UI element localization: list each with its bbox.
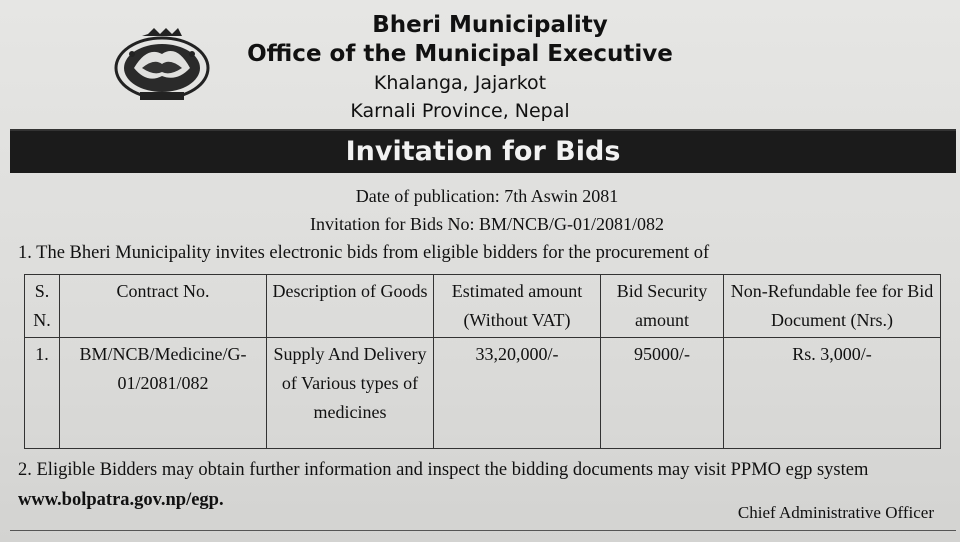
col-description: Description of Goods xyxy=(267,275,434,338)
cell-security: 95000/- xyxy=(601,338,724,449)
banner-title: Invitation for Bids xyxy=(10,131,956,173)
cell-description: Supply And Delivery of Various types of medicines xyxy=(267,338,434,449)
cell-fee: Rs. 3,000/- xyxy=(724,338,941,449)
address-line: Khalanga, Jajarkot xyxy=(373,72,547,94)
bottom-divider xyxy=(10,530,956,531)
col-fee: Non-Refundable fee for Bid Document (Nrs.) xyxy=(724,275,941,338)
col-sn: S. N. xyxy=(25,275,60,338)
office-name: Office of the Municipal Executive xyxy=(247,41,673,67)
table-header-row xyxy=(25,275,941,338)
bid-table xyxy=(24,274,941,449)
province-line: Karnali Province, Nepal xyxy=(350,100,570,122)
paragraph-1: 1. The Bheri Municipality invites electronic bids from eligible bidders for the procurement of xyxy=(18,243,710,263)
publication-date: Date of publication: 7th Aswin 2081 xyxy=(355,186,619,206)
municipality-name: Bheri Municipality xyxy=(372,12,608,38)
paragraph-2-text: 2. Eligible Bidders may obtain further information and inspect the bidding documents may visit PPMO egp system xyxy=(18,460,869,480)
cell-sn: 1. xyxy=(25,338,60,449)
egp-link[interactable]: www.bolpatra.gov.np/egp. xyxy=(18,490,224,510)
col-estimate: Estimated amount (Without VAT) xyxy=(434,275,601,338)
cell-estimate: 33,20,000/- xyxy=(434,338,601,449)
cell-contract: BM/NCB/Medicine/G-01/2081/082 xyxy=(60,338,267,449)
col-security: Bid Security amount xyxy=(601,275,724,338)
ifb-number: Invitation for Bids No: BM/NCB/G-01/2081/082 xyxy=(309,214,664,234)
signature: Chief Administrative Officer xyxy=(737,503,934,522)
table-row xyxy=(25,338,941,449)
col-contract: Contract No. xyxy=(60,275,267,338)
